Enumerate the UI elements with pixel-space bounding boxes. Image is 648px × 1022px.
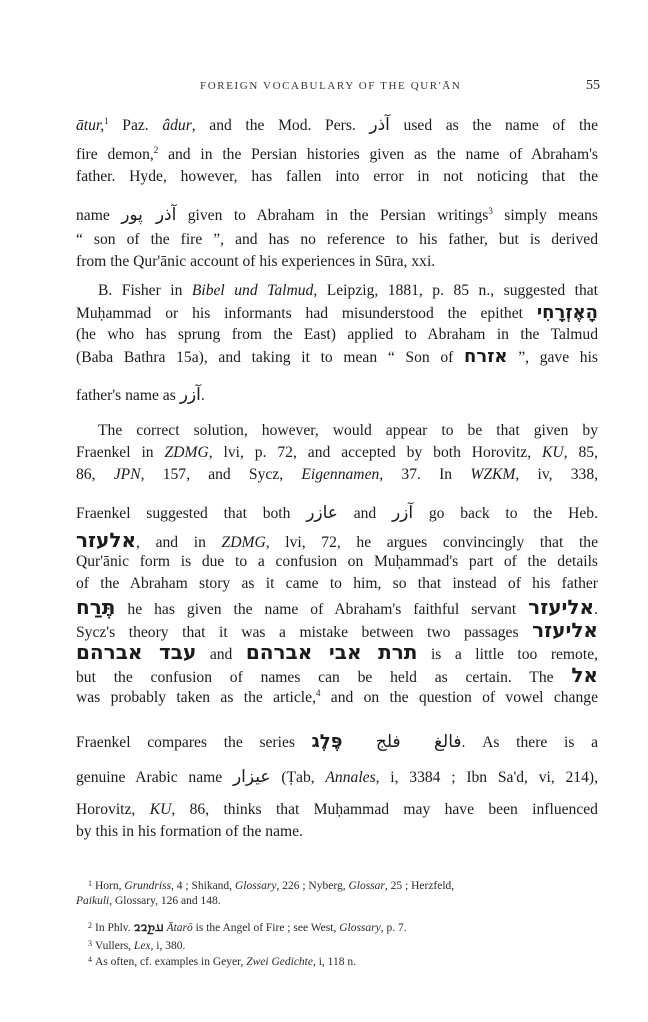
text: father's name as xyxy=(76,387,180,404)
text: by this in his formation of the name. xyxy=(76,823,303,840)
journal-abbrev: WZKM xyxy=(470,466,516,483)
text-line xyxy=(76,766,598,788)
text: “ son of the fire ”, and has no reference to his father, but is derived xyxy=(76,231,598,248)
text: genuine Arabic name xyxy=(76,769,233,786)
text: and on the question of vowel change xyxy=(320,689,598,706)
footnote-ref[interactable]: 3 xyxy=(488,206,493,216)
footnote-3 xyxy=(88,936,185,952)
text: , 157, and Sycz, xyxy=(140,466,302,483)
term: Ātarō xyxy=(163,922,193,934)
text: 86, xyxy=(76,466,114,483)
text: father. Hyde, however, has fallen into error in not noticing that the xyxy=(76,168,598,185)
text: he has given the name of Abraham's faithful servant xyxy=(115,601,529,618)
text-line xyxy=(76,384,598,406)
text-line xyxy=(76,144,598,166)
text: Horovitz, xyxy=(76,801,150,818)
journal-abbrev: JPN xyxy=(113,466,141,483)
text-line xyxy=(76,551,598,573)
text: In Phlv. xyxy=(95,922,134,934)
page-number: 55 xyxy=(586,78,600,93)
text-line xyxy=(76,664,598,686)
hebrew-word: תֶּרַח xyxy=(76,595,116,619)
hebrew-word: פֶּלֶג xyxy=(311,731,343,752)
text: , 85, xyxy=(563,444,599,461)
text-line xyxy=(76,573,598,595)
text: , 37. In xyxy=(379,466,471,483)
text: B. Fisher in xyxy=(98,282,192,299)
hebrew-word: אל xyxy=(571,663,598,687)
book-title: Grundriss xyxy=(124,880,172,892)
text: used as the name of the xyxy=(389,117,599,134)
text: Muḥammad or his informants had misunderstood the epithet xyxy=(76,305,537,322)
text-line xyxy=(76,799,598,821)
text: from the Qur'ānic account of his experiences in Sūra, xxi. xyxy=(76,253,436,270)
text: simply means xyxy=(492,207,598,224)
text-line xyxy=(76,324,598,346)
text-line xyxy=(76,442,598,464)
running-head: FOREIGN VOCABULARY OF THE QUR'ĀN xyxy=(200,80,462,92)
text: Fraenkel suggested that both xyxy=(76,505,307,522)
footnote-ref[interactable]: 1 xyxy=(104,116,109,126)
text-line xyxy=(76,731,598,753)
hebrew-word: אליעזר xyxy=(528,595,595,619)
journal-abbrev: KU xyxy=(149,801,172,818)
book-title: Paikuli xyxy=(76,895,110,907)
text: , i, 118 n. xyxy=(312,956,357,968)
text: (Ṭab, xyxy=(270,769,326,786)
text: Qur'ānic form is due to a confusion on Muḥammad's part of the details xyxy=(76,553,598,570)
text: . xyxy=(594,601,598,618)
text: , 226 ; Nyberg, xyxy=(276,880,349,892)
page-header xyxy=(200,80,600,100)
hebrew-phrase: תרת אבי אברהם xyxy=(245,640,418,664)
text: , iv, 338, xyxy=(515,466,599,483)
text: , 25 ; Herzfeld, xyxy=(384,880,455,892)
text: name xyxy=(76,207,122,224)
hebrew-word: אלעזר xyxy=(76,528,137,552)
text: but the confusion of names can be held as certain. The xyxy=(76,669,572,686)
text: is the Angel of Fire ; see West, xyxy=(192,922,340,934)
text: , and the Mod. Pers. xyxy=(191,117,370,134)
text: Horn, xyxy=(95,880,125,892)
text: (Baba Bathra 15a), and taking it to mean “ Son of xyxy=(76,349,465,366)
text: given to Abraham in the Persian writings xyxy=(176,207,489,224)
journal-abbrev: ZDMG xyxy=(164,444,209,461)
text: , lvi, p. 72, and accepted by both Horovitz, xyxy=(208,444,543,461)
footnote-number: 1 xyxy=(88,879,92,888)
text: and in the Persian histories given as the name of Abraham's xyxy=(158,146,598,163)
text: , p. 7. xyxy=(380,922,407,934)
text-line xyxy=(76,251,598,273)
text: , Leipzig, 1881, p. 85 n., suggested that xyxy=(313,282,598,299)
footnote-1 xyxy=(88,876,454,892)
text-line xyxy=(76,687,598,709)
text-line xyxy=(76,204,598,226)
text: , i, 380. xyxy=(150,940,186,952)
text: and xyxy=(196,646,246,663)
journal-abbrev: ZDMG xyxy=(221,534,266,551)
hebrew-word: אזרח xyxy=(464,346,508,367)
book-title: Glossary xyxy=(234,880,277,892)
text: and xyxy=(337,505,392,522)
text-line xyxy=(76,464,598,486)
text: Fraenkel in xyxy=(76,444,165,461)
footnote-number: 3 xyxy=(88,939,92,948)
book-title: Glossary xyxy=(339,922,381,934)
footnote-ref[interactable]: 2 xyxy=(153,145,159,155)
hebrew-word: אליעזר xyxy=(532,618,598,642)
text: fire demon, xyxy=(76,146,154,163)
arabic-word: عازر xyxy=(306,503,338,523)
text-line xyxy=(76,821,598,843)
arabic-word: فلج xyxy=(375,732,401,752)
text: , and in xyxy=(136,534,222,551)
footnote-number: 2 xyxy=(88,921,92,930)
text: . xyxy=(200,387,205,404)
pahlavi-word: 𐭠𐭲𐭥𐭥 xyxy=(133,920,164,934)
footnote-2 xyxy=(88,918,407,934)
text: , lvi, 72, he argues convincingly that the xyxy=(265,534,598,551)
book-title: Annales xyxy=(325,769,376,786)
text-line xyxy=(76,596,598,618)
text: (he who has sprung from the East) applied to Abraham in the Talmud xyxy=(76,326,598,343)
footnote-4 xyxy=(88,952,356,968)
text-line xyxy=(76,619,598,641)
text: Paz. xyxy=(108,117,163,134)
text-line xyxy=(76,641,598,663)
text-line xyxy=(76,280,598,302)
term: ātur, xyxy=(76,117,105,134)
text-line xyxy=(76,502,598,524)
text: ”, gave his xyxy=(507,349,598,366)
text: Fraenkel compares the series xyxy=(76,734,312,751)
text: As often, cf. examples in Geyer, xyxy=(95,956,247,968)
text: go back to the Heb. xyxy=(413,505,598,522)
text: , 86, thinks that Muḥammad may have been influenced xyxy=(171,801,598,818)
footnote-number: 4 xyxy=(88,955,92,964)
text: was probably taken as the article, xyxy=(76,689,316,706)
book-title: Eigennamen xyxy=(301,466,380,483)
arabic-word: آزر xyxy=(179,385,201,405)
hebrew-word: הָאֶזְרָחִי xyxy=(536,302,598,323)
text: , i, 3384 ; Ibn Sa'd, vi, 214), xyxy=(375,769,598,786)
text: , Glossary, 126 and 148. xyxy=(109,895,221,907)
book-title: Zwei Gedichte xyxy=(246,956,313,968)
hebrew-phrase: עבד אברהם xyxy=(76,640,197,664)
arabic-word: آزر xyxy=(391,503,414,523)
journal-abbrev: KU xyxy=(542,444,564,461)
footnote-ref[interactable]: 4 xyxy=(315,688,321,698)
arabic-word: آذر پور xyxy=(121,205,177,225)
text: Vullers, xyxy=(95,940,134,952)
text: is a little too remote, xyxy=(417,646,599,663)
book-title: Bibel und Talmud xyxy=(191,282,314,299)
arabic-word: عيزار xyxy=(232,767,271,787)
text-line xyxy=(76,346,598,368)
text-line xyxy=(76,114,598,136)
book-title: Lex xyxy=(133,940,151,952)
text-line xyxy=(76,229,598,251)
text-line xyxy=(76,420,598,442)
arabic-word: آذر xyxy=(369,115,390,135)
text: Sycz's theory that it was a mistake between two passages xyxy=(76,624,533,641)
text: of the Abraham story as it came to him, so that instead of his father xyxy=(76,575,598,592)
arabic-word: فالغ xyxy=(433,732,462,752)
footnote-1-cont xyxy=(76,893,221,909)
text: The correct solution, however, would appear to be that given by xyxy=(98,422,598,439)
text: , 4 ; Shikand, xyxy=(171,880,235,892)
text-line xyxy=(76,529,598,551)
text-line xyxy=(76,166,598,188)
book-title: Glossar xyxy=(348,880,385,892)
term: âdur xyxy=(162,117,192,134)
text: . As there is a xyxy=(461,734,599,751)
text-line xyxy=(76,302,598,324)
